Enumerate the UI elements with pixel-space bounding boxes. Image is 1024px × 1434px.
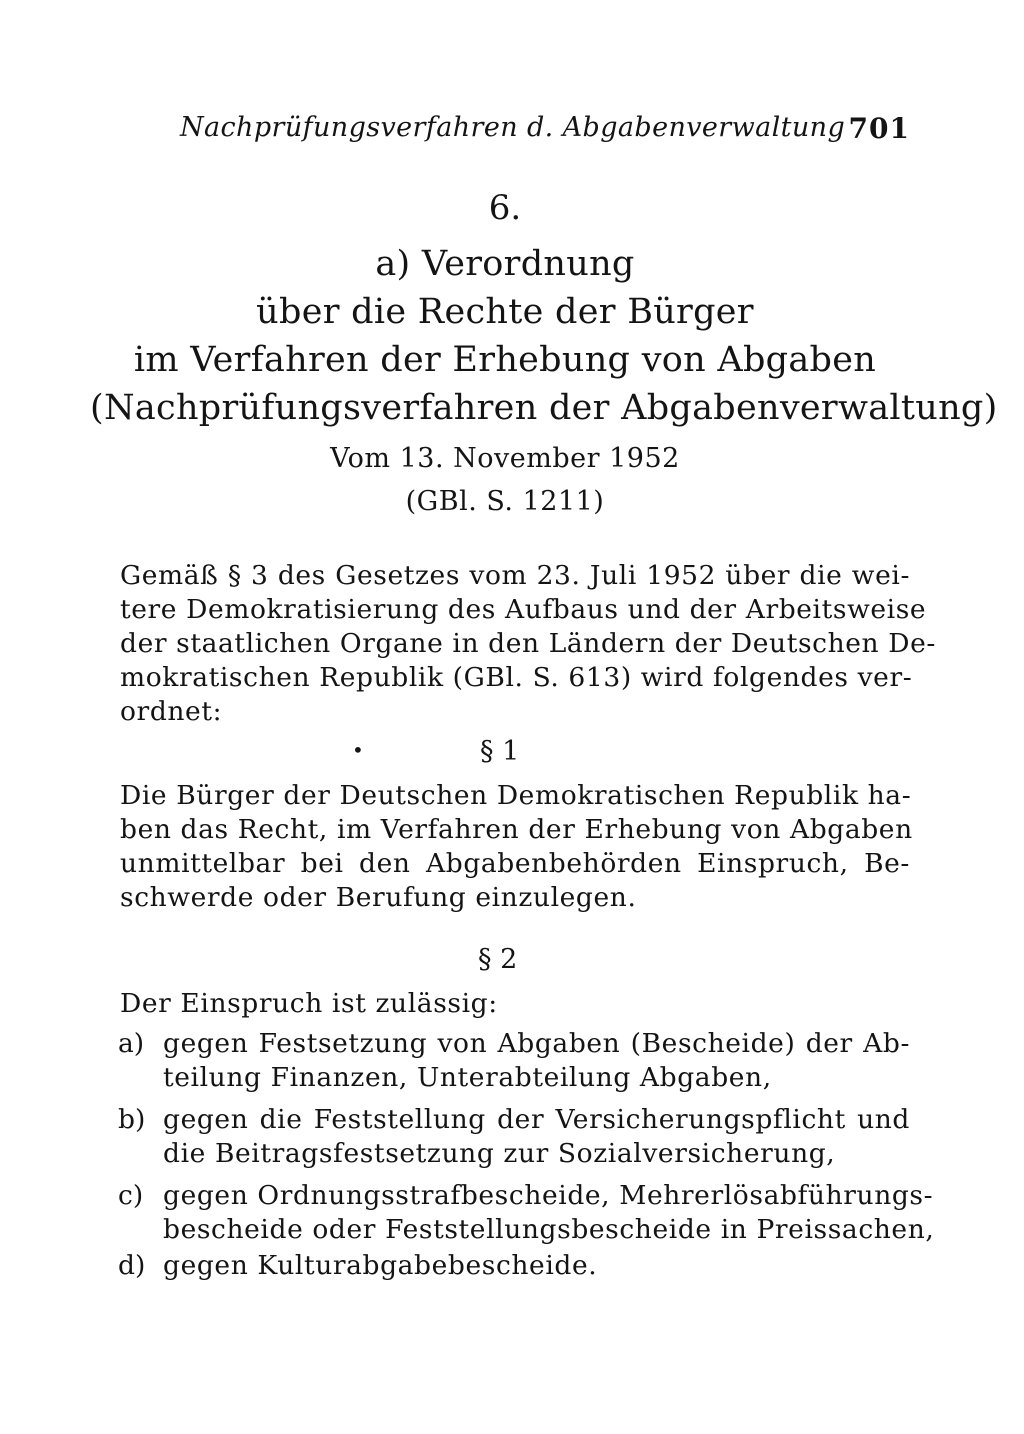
section-number: 6. <box>488 188 522 228</box>
print-dot: • <box>352 738 364 762</box>
preamble-line: ordnet: <box>120 696 223 727</box>
list-item-line: die Beitragsfestsetzung zur Sozialversicherung, <box>163 1138 836 1169</box>
list-item-line: gegen die Feststellung der Versicherungspflicht und <box>163 1104 910 1135</box>
list-item-line: gegen Kulturabgabebescheide. <box>163 1250 598 1281</box>
list-item-line: gegen Festsetzung von Abgaben (Bescheide) der Ab- <box>163 1028 910 1059</box>
section-2-intro: Der Einspruch ist zulässig: <box>120 988 498 1019</box>
running-title: Nachprüfungsverfahren d. Abgabenverwaltung <box>180 112 846 143</box>
section-2-heading: § 2 <box>478 944 518 975</box>
preamble-line: tere Demokratisierung des Aufbaus und der Arbeitsweise <box>120 594 927 625</box>
list-item-line: gegen Ordnungsstrafbescheide, Mehrerlösabführungs- <box>163 1180 934 1211</box>
section-1-line: ben das Recht, im Verfahren der Erhebung von Abgaben <box>120 814 913 845</box>
gazette-reference: (GBl. S. 1211) <box>405 486 605 517</box>
list-item-label: b) <box>118 1104 146 1135</box>
title-line: a) Verordnung <box>375 244 635 284</box>
list-item-label: c) <box>118 1180 144 1211</box>
page-number: 701 <box>848 112 910 145</box>
title-line: (Nachprüfungsverfahren der Abgabenverwaltung) <box>90 388 998 428</box>
list-item-label: d) <box>118 1250 146 1281</box>
list-item-line: bescheide oder Feststellungsbescheide in Preissachen, <box>163 1214 935 1245</box>
preamble-line: der staatlichen Organe in den Ländern der Deutschen De- <box>120 628 936 659</box>
title-line: im Verfahren der Erhebung von Abgaben <box>133 340 877 380</box>
title-line: über die Rechte der Bürger <box>256 292 754 332</box>
section-1-line: schwerde oder Berufung einzulegen. <box>120 882 637 913</box>
list-item-line: teilung Finanzen, Unterabteilung Abgaben, <box>163 1062 772 1093</box>
running-header <box>180 112 910 156</box>
section-1-line: unmittelbar bei den Abgabenbehörden Einspruch, Be- <box>120 848 910 879</box>
preamble-line: mokratischen Republik (GBl. S. 613) wird folgendes ver- <box>120 662 913 693</box>
list-item-label: a) <box>118 1028 145 1059</box>
decree-date: Vom 13. November 1952 <box>330 443 680 474</box>
section-1-line: Die Bürger der Deutschen Demokratischen Republik ha- <box>120 780 912 811</box>
preamble-line: Gemäß § 3 des Gesetzes vom 23. Juli 1952 über die wei- <box>120 560 910 591</box>
section-1-heading: § 1 <box>480 736 520 767</box>
